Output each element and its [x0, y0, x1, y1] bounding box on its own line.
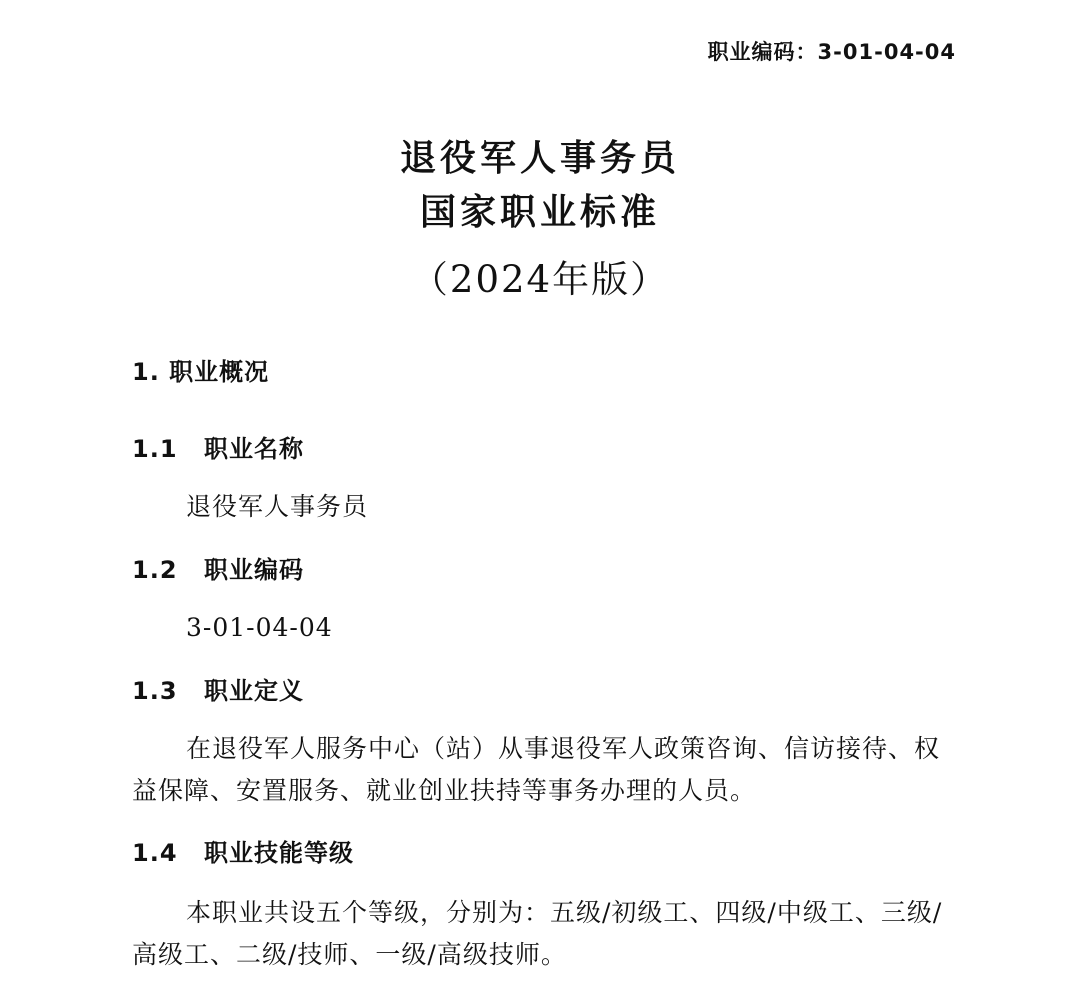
- section-title: 职业名称: [204, 435, 304, 463]
- section-number: 1.2: [132, 556, 178, 584]
- section-title: 职业定义: [204, 677, 304, 705]
- skill-levels-paragraph: 本职业共设五个等级，分别为：五级/初级工、四级/中级工、三级/高级工、二级/技师、一级/高级技师。: [132, 898, 943, 969]
- occupation-name-value: 退役军人事务员: [186, 492, 369, 521]
- occupation-code-value: 3-01-04-04: [186, 613, 333, 642]
- occupation-definition-paragraph: 在退役军人服务中心（站）从事退役军人政策咨询、信访接待、权益保障、安置服务、就业创业扶持等事务办理的人员。: [132, 734, 941, 805]
- document-title-line2: 国家职业标准: [419, 192, 660, 233]
- edition-label: （2024年版）: [410, 258, 670, 301]
- section-1-1-heading: [132, 429, 304, 464]
- section-1-2-heading: [132, 550, 304, 585]
- section-number: 1.1: [132, 435, 178, 463]
- section-title: 职业编码: [204, 556, 304, 584]
- section-1-4-heading: [132, 833, 354, 868]
- section-1-3-heading: [132, 671, 304, 706]
- section-number: 1.3: [132, 677, 178, 705]
- section-1-heading: 1. 职业概况: [132, 358, 270, 386]
- title-block: [0, 132, 1080, 304]
- section-number: 1.4: [132, 839, 178, 867]
- section-title: 职业技能等级: [204, 839, 354, 867]
- document-title-line1: 退役军人事务员: [399, 138, 680, 179]
- occupation-code-header: 职业编码：3-01-04-04: [707, 40, 956, 64]
